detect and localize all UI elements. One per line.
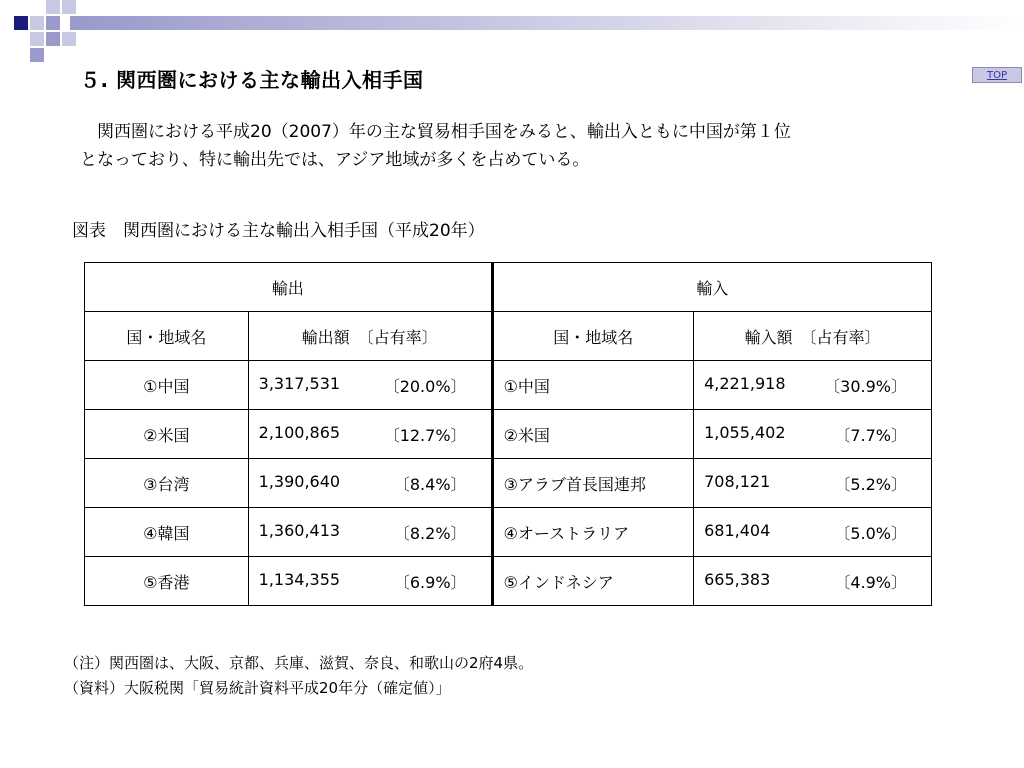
intro-line-1: 関西圏における平成20（2007）年の主な貿易相手国をみると、輸出入ともに中国が第１位	[97, 122, 791, 142]
export-amount: 3,317,531	[258, 373, 341, 393]
table-row	[85, 361, 932, 410]
export-header: 輸出	[85, 263, 493, 312]
intro-paragraph	[80, 118, 960, 174]
table-header-row	[85, 263, 932, 312]
table-row	[85, 459, 932, 508]
import-country: ②米国	[492, 410, 694, 459]
deco-square	[30, 16, 44, 30]
export-country: ①中国	[85, 361, 249, 410]
page-title: ５. 関西圏における主な輸出入相手国	[80, 68, 424, 92]
export-country: ④韓国	[85, 508, 249, 557]
import-country: ③アラブ首長国連邦	[492, 459, 694, 508]
export-amount: 2,100,865	[258, 422, 341, 442]
import-country-header: 国・地域名	[492, 312, 694, 361]
import-amount-cell	[694, 361, 932, 410]
deco-square	[62, 0, 76, 14]
import-amount-cell	[694, 557, 932, 606]
export-amount-cell	[248, 410, 492, 459]
import-amount-cell	[694, 410, 932, 459]
deco-square	[62, 32, 76, 46]
export-amount: 1,134,355	[258, 569, 341, 589]
export-country: ③台湾	[85, 459, 249, 508]
deco-square	[30, 32, 44, 46]
table-row	[85, 508, 932, 557]
table-row	[85, 557, 932, 606]
table-row	[85, 410, 932, 459]
export-country: ⑤香港	[85, 557, 249, 606]
import-amount: 708,121	[704, 471, 771, 491]
export-amount-cell	[248, 508, 492, 557]
import-amount-cell	[694, 459, 932, 508]
export-country: ②米国	[85, 410, 249, 459]
import-country: ①中国	[492, 361, 694, 410]
import-country: ④オーストラリア	[492, 508, 694, 557]
deco-square	[14, 16, 28, 30]
import-share: 〔7.7%〕	[834, 425, 907, 445]
export-share: 〔20.0%〕	[383, 376, 467, 396]
footnote: （注）関西圏は、大阪、京都、兵庫、滋賀、奈良、和歌山の2府4県。	[64, 654, 534, 672]
import-amount-header: 輸入額 〔占有率〕	[694, 312, 932, 361]
intro-line-2: となっており、特に輸出先では、アジア地域が多くを占めている。	[80, 150, 590, 170]
export-amount-cell	[248, 361, 492, 410]
trade-partner-table	[84, 262, 932, 606]
export-share: 〔6.9%〕	[393, 572, 467, 592]
table-subheader-row	[85, 312, 932, 361]
deco-square	[46, 16, 60, 30]
export-amount-header: 輸出額 〔占有率〕	[248, 312, 492, 361]
import-amount: 4,221,918	[704, 373, 786, 393]
import-amount: 665,383	[704, 569, 771, 589]
header-gradient-bar	[70, 16, 1024, 30]
deco-square	[46, 32, 60, 46]
import-country: ⑤インドネシア	[492, 557, 694, 606]
export-country-header: 国・地域名	[85, 312, 249, 361]
export-amount-cell	[248, 459, 492, 508]
import-amount: 1,055,402	[704, 422, 786, 442]
table-caption: 図表 関西圏における主な輸出入相手国（平成20年）	[72, 221, 485, 241]
export-amount-cell	[248, 557, 492, 606]
import-amount-cell	[694, 508, 932, 557]
export-share: 〔8.4%〕	[393, 474, 467, 494]
export-amount: 1,390,640	[258, 471, 341, 491]
import-header: 輸入	[492, 263, 931, 312]
source-note: （資料）大阪税関「貿易統計資料平成20年分（確定値）」	[64, 679, 451, 697]
import-share: 〔4.9%〕	[834, 572, 907, 592]
import-share: 〔30.9%〕	[824, 376, 907, 396]
export-amount: 1,360,413	[258, 520, 341, 540]
export-share: 〔8.2%〕	[393, 523, 467, 543]
export-share: 〔12.7%〕	[383, 425, 467, 445]
import-share: 〔5.2%〕	[834, 474, 907, 494]
deco-square	[46, 0, 60, 14]
import-share: 〔5.0%〕	[834, 523, 907, 543]
import-amount: 681,404	[704, 520, 771, 540]
deco-square	[30, 48, 44, 62]
top-link-button[interactable]: TOP	[972, 67, 1022, 83]
